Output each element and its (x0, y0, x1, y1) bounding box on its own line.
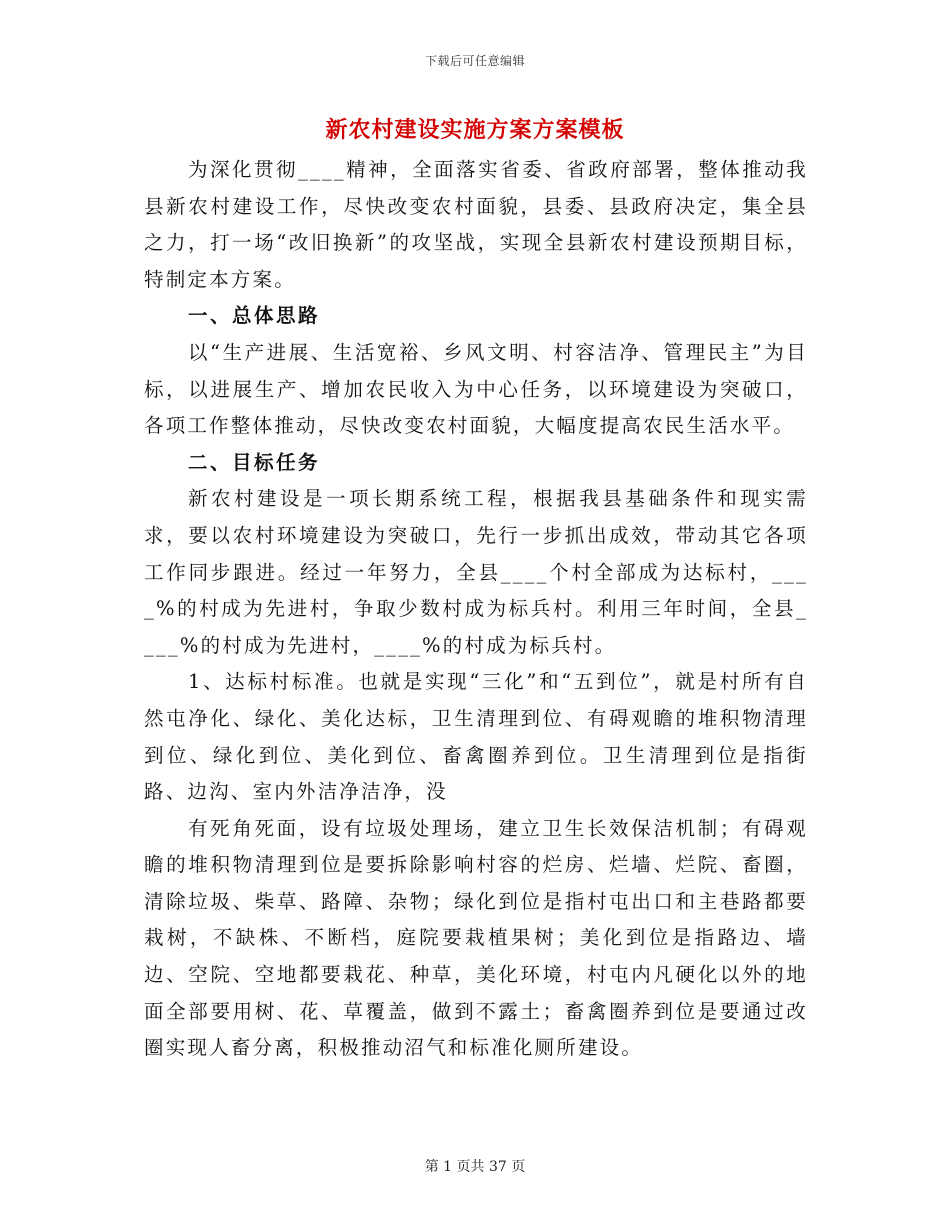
section-heading-overall-approach: 一、总体思路 (188, 304, 321, 328)
standard-village-paragraph: 1、达标村标准。也就是实现“三化”和“五到位”，就是村所有自然屯净化、绿化、美化达标，卫生清理到位、有碍观瞻的堆积物清理到位、绿化到位、美化到位、畜禽圈养到位。卫生清理到位是指街路、边沟、室内外洁净洁净，没 (144, 670, 808, 804)
overall-approach-paragraph: 以“生产进展、生活宽裕、乡风文明、村容洁净、管理民主”为目标，以进展生产、增加农民收入为中心任务，以环境建设为突破口，各项工作整体推动，尽快改变农村面貌，大幅度提高农民生活水平。 (144, 340, 808, 438)
section-heading-goals-tasks: 二、目标任务 (188, 450, 321, 474)
goals-tasks-paragraph: 新农村建设是一项长期系统工程，根据我县基础条件和现实需求，要以农村环境建设为突破口，先行一步抓出成效，带动其它各项工作同步跟进。经过一年努力，全县____个村全部成为达标村，____%的村成为先进村，争取少数村成为标兵村。利用三年时间，全县____%的村成为先进村，____%的村成为标兵村。 (144, 487, 808, 657)
document-title: 新农村建设实施方案方案模板 (325, 117, 625, 143)
page-header-note: 下载后可任意编辑 (424, 54, 525, 68)
document-body (144, 152, 808, 1067)
intro-paragraph: 为深化贯彻____精神，全面落实省委、省政府部署，整体推动我县新农村建设工作，尽快改变农村面貌，县委、县政府决定，集全县之力，打一场“改旧换新”的攻坚战，实现全县新农村建设预期目标，特制定本方案。 (144, 158, 808, 291)
standard-details-paragraph: 有死角死面，设有垃圾处理场，建立卫生长效保洁机制；有碍观瞻的堆积物清理到位是要拆除影响村容的烂房、烂墙、烂院、畜圈，清除垃圾、柴草、路障、杂物；绿化到位是指村屯出口和主巷路都要栽树，不缺株、不断档，庭院要栽植果树；美化到位是指路边、墙边、空院、空地都要栽花、种草，美化环境，村屯内凡硬化以外的地面全部要用树、花、草覆盖，做到不露土；畜禽圈养到位是要通过改圈实现人畜分离，积极推动沼气和标准化厕所建设。 (144, 816, 808, 1060)
page-footer-number: 第 1 页共 37 页 (424, 1159, 526, 1175)
